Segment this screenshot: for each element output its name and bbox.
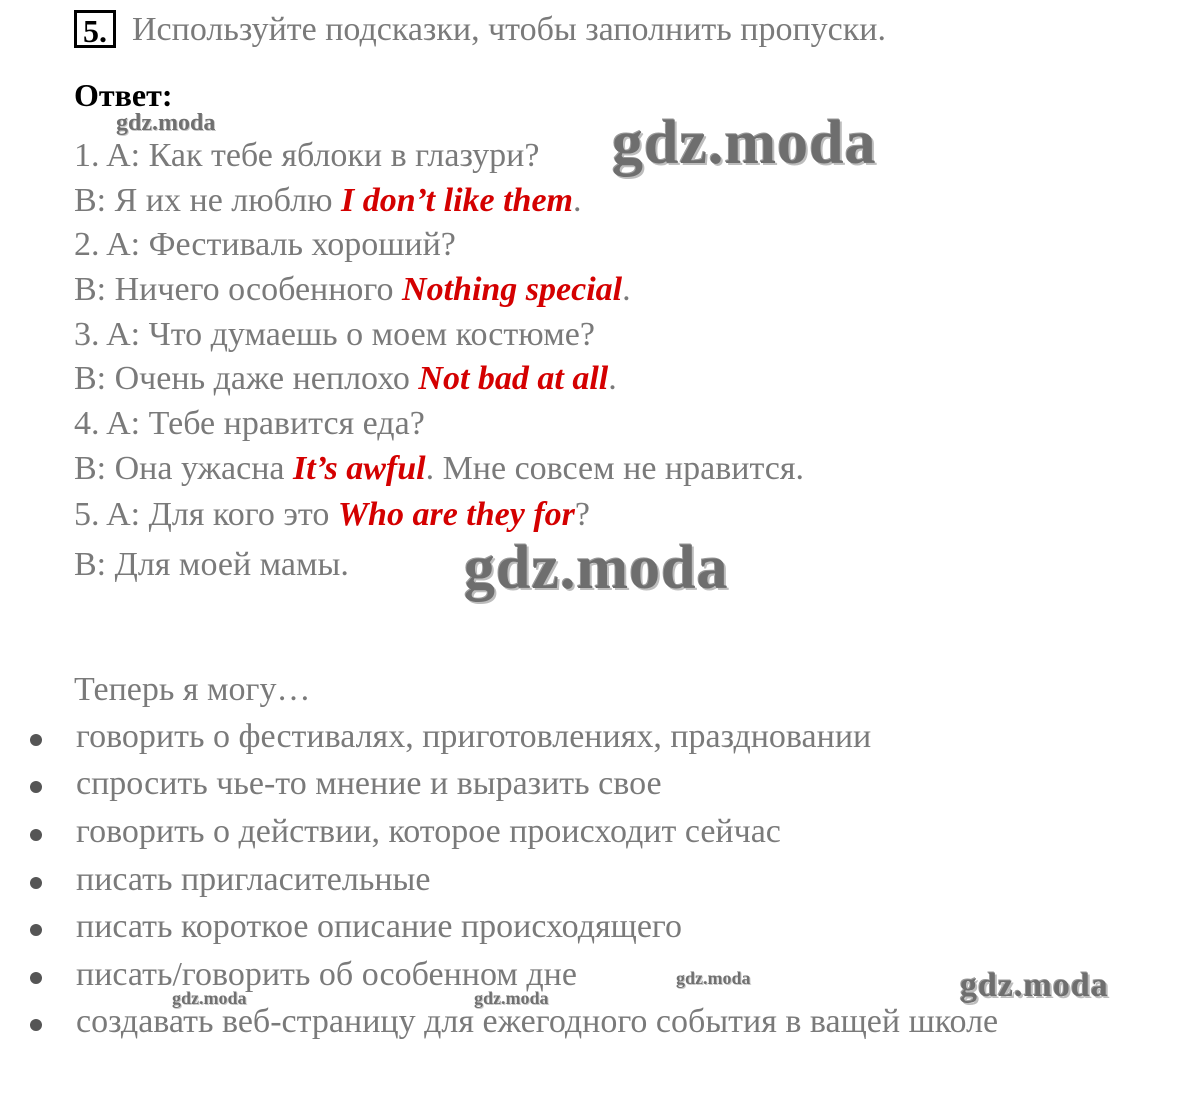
list-item — [0, 812, 1180, 856]
dialogue-suffix: . — [608, 360, 617, 397]
dialogue-suffix: . — [573, 182, 582, 219]
dialogue-line-7 — [74, 404, 425, 444]
bullet-icon — [30, 734, 42, 746]
list-item-text: писать пригласительные — [76, 861, 431, 898]
now-i-can-heading: Теперь я могу… — [74, 671, 311, 708]
list-item-text: писать/говорить об особенном дне — [76, 956, 577, 993]
dialogue-text: 2. A: Фестиваль хороший? — [74, 226, 456, 263]
task-number: 5. — [74, 10, 116, 48]
dialogue-line-5 — [74, 315, 595, 355]
watermark: gdz.moda — [676, 968, 751, 988]
watermark: gdz.moda — [464, 534, 729, 602]
dialogue-line-10 — [74, 545, 349, 585]
dialogue-suffix: . — [622, 271, 631, 308]
dialogue-line-1 — [74, 136, 539, 176]
dialogue-line-2 — [74, 181, 582, 221]
dialogue-text: B: Я их не люблю — [74, 182, 341, 219]
dialogue-line-4 — [74, 270, 631, 310]
bullet-icon — [30, 972, 42, 984]
watermark: gdz.moda — [960, 967, 1109, 1004]
dialogue-suffix: ? — [574, 496, 590, 533]
answer-text: I don’t like them — [340, 182, 574, 219]
watermark: gdz.moda — [474, 988, 549, 1008]
answer-text: It’s awful — [292, 450, 426, 487]
bullet-icon — [30, 1019, 42, 1031]
answer-text: Nothing special — [402, 271, 623, 308]
bullet-icon — [30, 877, 42, 889]
list-item — [0, 907, 1180, 951]
dialogue-text: B: Очень даже неплохо — [74, 360, 419, 397]
list-item-text: писать короткое описание происходящего — [76, 908, 683, 945]
dialogue-text: B: Ничего особенного — [74, 271, 403, 308]
dialogue-text: B: Для моей мамы. — [74, 546, 349, 583]
list-item-text: спросить чье-то мнение и выразить свое — [76, 765, 662, 802]
dialogue-text: B: Она ужасна — [74, 450, 293, 487]
dialogue-suffix: . Мне совсем не нравится. — [425, 450, 804, 487]
dialogue-text: 5. A: Для кого это — [74, 496, 338, 533]
watermark: gdz.moda — [172, 988, 247, 1008]
list-item-text: говорить о действии, которое происходит сейчас — [76, 813, 781, 850]
list-item — [0, 860, 1180, 904]
watermark: gdz.moda — [116, 110, 216, 136]
dialogue-line-6 — [74, 359, 617, 399]
dialogue-text: 1. A: Как тебе яблоки в глазури? — [74, 137, 540, 174]
dialogue-line-3 — [74, 225, 456, 265]
answer-label: Ответ: — [74, 77, 173, 113]
bullet-icon — [30, 781, 42, 793]
list-item — [0, 717, 1180, 761]
dialogue-text: 4. A: Тебе нравится еда? — [74, 405, 425, 442]
list-item — [0, 764, 1180, 808]
list-item-text: создавать веб-страницу для ежегодного события в ващей школе — [76, 1003, 999, 1040]
list-item-text: говорить о фестивалях, приготовлениях, праздновании — [76, 718, 872, 755]
dialogue-text: 3. A: Что думаешь о моем костюме? — [74, 316, 595, 353]
bullet-icon — [30, 829, 42, 841]
answer-text: Not bad at all — [418, 360, 609, 397]
dialogue-line-8 — [74, 449, 804, 489]
dialogue-line-9 — [74, 495, 590, 535]
bullet-icon — [30, 924, 42, 936]
watermark: gdz.moda — [612, 109, 877, 177]
answer-text: Who are they for — [337, 496, 575, 533]
task-title: Используйте подсказки, чтобы заполнить пропуски. — [132, 11, 886, 48]
